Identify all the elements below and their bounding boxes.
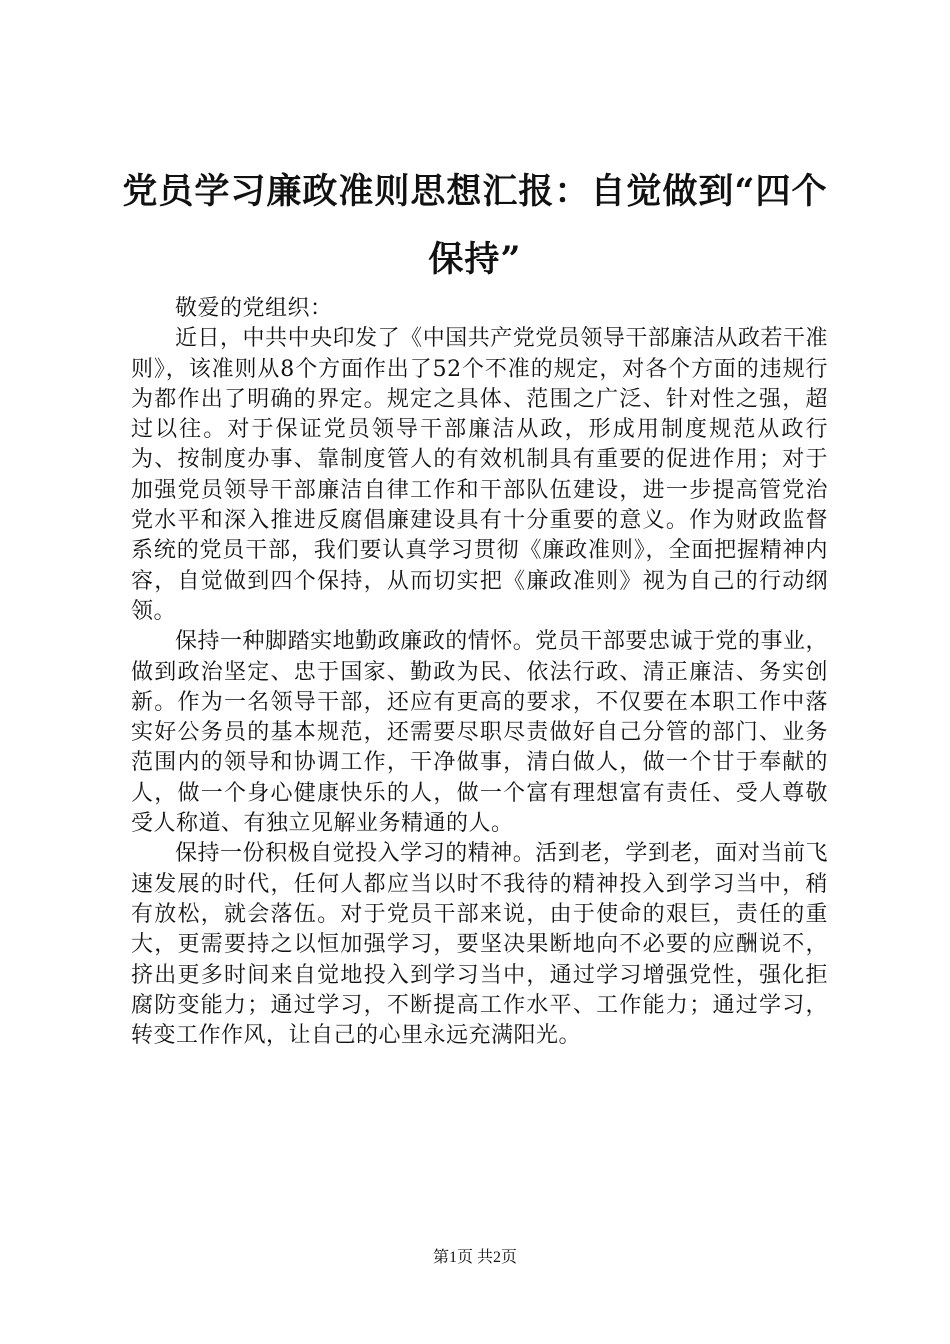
- salutation: 敬爱的党组织：: [175, 296, 333, 321]
- document-title: 党员学习廉政准则思想汇报：自觉做到“四个保持”: [122, 171, 828, 280]
- page-number-footer: 第1页 共2页: [432, 1249, 517, 1266]
- paragraph-diligence: 保持一种脚踏实地勤政廉政的情怀。党员干部要忠诚于党的事业，做到政治坚定、忠于国家、勤政为民、依法行政、清正廉洁、务实创新。作为一名领导干部，还应有更高的要求，不仅要在本职工作中落实好公务员的基本规范，还需要尽职尽责做好自己分管的部门、业务范围内的领导和协调工作，干净做事，清白做人，做一个甘于奉献的人，做一个身心健康快乐的人，做一个富有理想富有责任、受人尊敬受人称道、有独立见解业务精通的人。: [131, 629, 828, 837]
- document-body: [131, 294, 828, 1051]
- paragraph-learning: 保持一份积极自觉投入学习的精神。活到老，学到老，面对当前飞速发展的时代，任何人都应当以时不我待的精神投入到学习当中，稍有放松，就会落伍。对于党员干部来说，由于使命的艰巨，责任的重大，更需要持之以恒加强学习，要坚决果断地向不必要的应酬说不，挤出更多时间来自觉地投入到学习当中，通过学习增强党性，强化拒腐防变能力；通过学习，不断提高工作水平、工作能力；通过学习，转变工作作风，让自己的心里永远充满阳光。: [131, 841, 828, 1049]
- paragraph-intro: 近日，中共中央印发了《中国共产党党员领导干部廉洁从政若干准则》，该准则从8个方面作出了52个不准的规定，对各个方面的违规行为都作出了明确的界定。规定之具体、范围之广泛、针对性之强，超过以往。对于保证党员领导干部廉洁从政，形成用制度规范从政行为、按制度办事、靠制度管人的有效机制具有重要的促进作用；对于加强党员领导干部廉洁自律工作和干部队伍建设，进一步提高管党治党水平和深入推进反腐倡廉建设具有十分重要的意义。作为财政监督系统的党员干部，我们要认真学习贯彻《廉政准则》，全面把握精神内容，自觉做到四个保持，从而切实把《廉政准则》视为自己的行动纲领。: [131, 326, 828, 624]
